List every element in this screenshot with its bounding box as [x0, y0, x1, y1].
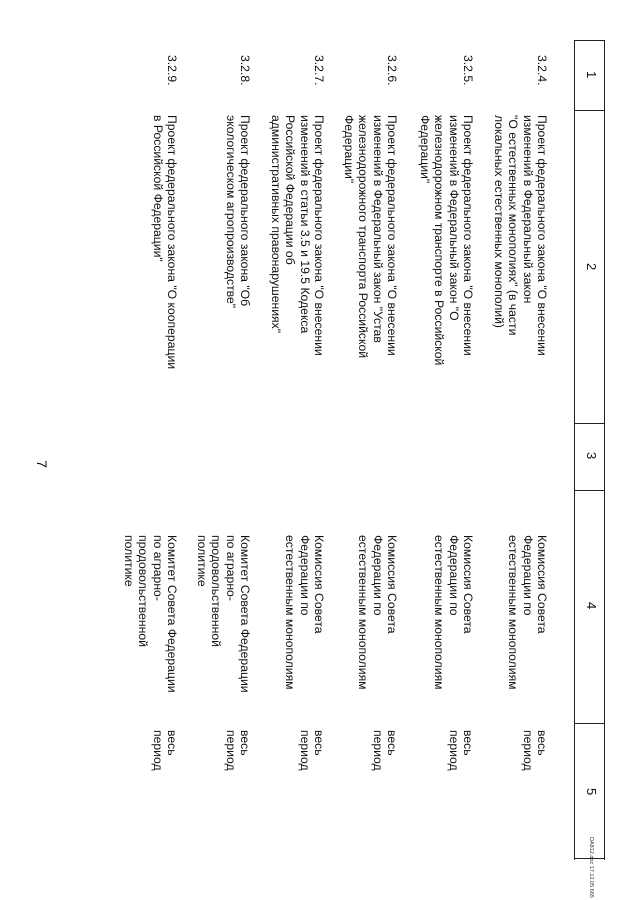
row-responsible-line: Комитет Совета Федерации — [165, 535, 179, 693]
row-responsible-line: политике — [194, 535, 209, 587]
rotated-table — [45, 40, 605, 860]
row-period-line: весь — [165, 730, 179, 756]
row-period-line: весь — [461, 730, 475, 756]
row-period — [223, 730, 252, 810]
row-title-line: Федерации" — [341, 115, 356, 184]
row-title-line: административных правонарушениях" — [268, 115, 283, 334]
row-responsible-line: Комитет Совета Федерации — [238, 535, 252, 693]
row-title-line: изменений в статьи 3.5 и 19.5 Кодекса — [297, 115, 312, 334]
table-header — [575, 40, 605, 860]
row-title-line: железнодорожном транспорте в Российской — [432, 115, 447, 366]
row-title-line: железнодорожного транспорта Российской — [356, 115, 371, 359]
row-responsible-line: Комиссия Совета — [312, 535, 326, 634]
row-title-line: Проект федерального закона "О внесении — [461, 115, 475, 356]
row-title-line: Проект федерального закона "О внесении — [385, 115, 399, 356]
row-responsible-line: Федерации по — [370, 535, 385, 616]
row-responsible-line: Федерации по — [446, 535, 461, 616]
row-number: 3.2.9. — [165, 55, 179, 86]
row-title — [268, 115, 326, 415]
row-period-line: период — [370, 730, 385, 771]
row-responsible — [194, 535, 252, 693]
row-responsible-line: Комиссия Совета — [385, 535, 399, 634]
row-title — [491, 115, 549, 415]
row-number: 3.2.5. — [461, 55, 475, 86]
row-responsible — [121, 535, 179, 693]
row-period-line: период — [223, 730, 238, 771]
row-period-line: весь — [312, 730, 326, 756]
row-title-line: изменений в Федеральный закон — [520, 115, 535, 304]
row-period — [520, 730, 549, 810]
row-period — [370, 730, 399, 810]
row-number: 3.2.6. — [385, 55, 399, 86]
row-title — [150, 115, 179, 415]
row-number: 3.2.8. — [238, 55, 252, 86]
row-responsible-line: естественным монополиям — [283, 535, 298, 690]
row-responsible — [432, 535, 475, 690]
row-period-line: весь — [238, 730, 252, 756]
row-responsible-line: продовольственной — [209, 535, 224, 647]
row-responsible-line: Федерации по — [520, 535, 535, 616]
row-responsible — [506, 535, 549, 690]
row-title-line: в Российской Федерации" — [150, 115, 165, 262]
row-period-line: период — [446, 730, 461, 771]
header-col-1: 1 — [584, 71, 599, 79]
row-title-line: "О естественных монополиях" (в части — [506, 115, 521, 336]
row-period-line: период — [150, 730, 165, 771]
row-period-line: весь — [385, 730, 399, 756]
row-title — [223, 115, 252, 415]
row-period-line: весь — [535, 730, 549, 756]
row-title-line: Проект федерального закона "О внесении — [535, 115, 549, 356]
row-responsible-line: Комиссия Совета — [535, 535, 549, 634]
row-responsible-line: Федерации по — [297, 535, 312, 616]
footer-file-info: DA812.doc 17.12.05 665 — [588, 837, 594, 898]
header-col-3: 3 — [584, 452, 599, 460]
row-responsible-line: естественным монополиям — [506, 535, 521, 690]
row-responsible — [356, 535, 399, 690]
row-period-line: период — [297, 730, 312, 771]
row-period — [446, 730, 475, 810]
row-title-line: изменений в Федеральный закон "Устав — [370, 115, 385, 343]
row-title-line: Федерации" — [417, 115, 432, 184]
row-title-line: Проект федерального закона "Об — [238, 115, 252, 307]
row-title-line: Российской Федерации об — [283, 115, 298, 265]
page-number: 7 — [33, 460, 50, 468]
row-responsible-line: политике — [121, 535, 136, 587]
row-period — [150, 730, 179, 810]
row-title — [417, 115, 475, 415]
row-responsible-line: естественным монополиям — [356, 535, 371, 690]
row-responsible-line: по аграрно- — [150, 535, 165, 601]
row-number: 3.2.4. — [535, 55, 549, 86]
row-title-line: экологическом агропроизводстве" — [223, 115, 238, 309]
row-title — [341, 115, 399, 415]
header-col-5: 5 — [584, 788, 599, 796]
header-col-4: 4 — [584, 602, 599, 610]
row-responsible-line: Комиссия Совета — [461, 535, 475, 634]
row-number: 3.2.7. — [312, 55, 326, 86]
row-title-line: Проект федерального закона "О внесении — [312, 115, 326, 356]
row-title-line: изменений в Федеральный закон "О — [446, 115, 461, 321]
row-responsible-line: естественным монополиям — [432, 535, 447, 690]
row-title-line: Проект федерального закона "О кооперации — [165, 115, 179, 370]
row-period — [297, 730, 326, 810]
row-title-line: локальных естественных монополий) — [491, 115, 506, 328]
row-responsible-line: продовольственной — [136, 535, 151, 647]
row-responsible-line: по аграрно- — [223, 535, 238, 601]
row-period-line: период — [520, 730, 535, 771]
header-col-2: 2 — [584, 263, 599, 271]
row-responsible — [283, 535, 326, 690]
